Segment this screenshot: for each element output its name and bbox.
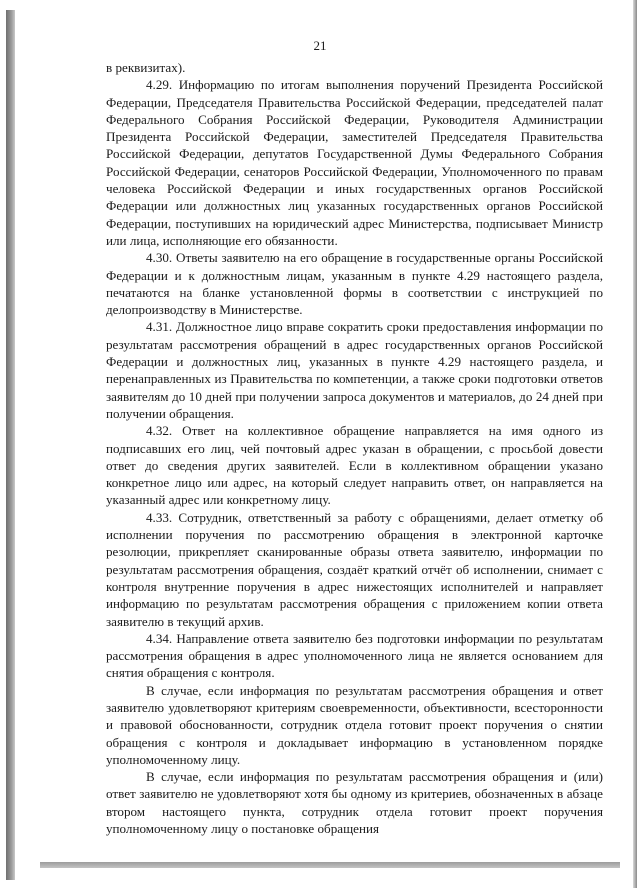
page-number: 21 — [313, 38, 327, 53]
scan-edge-bottom — [40, 862, 620, 868]
paragraph-4-29: 4.29. Информацию по итогам выполнения поручений Президента Российской Федерации, Председателя Правительства Российской Федерации, председателей палат Федерального Собрания Российской Федерации, Руководителя Администрации Президента Российской Федерации, заместителей Председателя Правительства Российской Федерации, депутатов Государственной Думы Федерального Собрания Российской Федерации, сенаторов Российской Федерации, Уполномоченного по правам человека Российской Федерации и иных государственных органов Российской Федерации или должностных лиц указанных государственных органов Российской Федерации, поступивших на юридический адрес Министерства, подписывает Министр или лица, исполняющие его обязанности. — [106, 77, 603, 248]
paragraph-4-34-case-2: В случае, если информация по результатам рассмотрения обращения и (или) ответ заявителю не удовлетворяют хотя бы одному из критериев, обозначенных в абзаце втором настоящего пункта, сотрудник отдела готовит проект поручения уполномоченному лицу о постановке обращения — [106, 769, 603, 837]
paragraph-4-34-case-1: В случае, если информация по результатам рассмотрения обращения и ответ заявителю удовлетворяют критериям своевременности, объективности, всесторонности и правовой обоснованности, сотрудник отдела готовит проект поручения о снятии обращения с контроля и докладывает информацию в установленном порядке уполномоченному лицу. — [106, 682, 603, 767]
scan-edge-right — [633, 0, 637, 888]
paragraph-continuation: в реквизитах). — [106, 60, 186, 75]
document-body — [106, 59, 603, 837]
paragraph-4-30: 4.30. Ответы заявителю на его обращение в государственные органы Российской Федерации и к должностным лицам, указанным в пункте 4.29 настоящего раздела, печатаются на бланке установленной формы в соответствии с инструкцией по делопроизводству в Министерстве. — [106, 250, 603, 318]
paragraph-4-33: 4.33. Сотрудник, ответственный за работу с обращениями, делает отметку об исполнении поручения по рассмотрению обращения в электронной карточке резолюции, прикрепляет сканированные образы ответа заявителю, информации по результатам рассмотрения обращения, создаёт краткий отчёт об исполнении, снимает с контроля внутренние поручения в адрес нижестоящих исполнителей и направляет информацию по результатам рассмотрения обращения с приложением копии ответа заявителю в текущий архив. — [106, 509, 603, 629]
paragraph-4-32: 4.32. Ответ на коллективное обращение направляется на имя одного из подписавших его лиц, чей почтовый адрес указан в обращении, с просьбой довести ответ до сведения других заявителей. Если в коллективном обращении указано конкретное лицо или адрес, на который следует направить ответ, он направляется на указанный адрес или конкретному лицу. — [106, 423, 603, 508]
scan-edge-left — [6, 10, 15, 880]
paragraph-4-34: 4.34. Направление ответа заявителю без подготовки информации по результатам рассмотрения обращения в адрес уполномоченного лица не является основанием для снятия обращения с контроля. — [106, 630, 603, 681]
paragraph-4-31: 4.31. Должностное лицо вправе сократить сроки предоставления информации по результатам рассмотрения обращений в адрес государственных органов Российской Федерации и должностных лиц, указанных в пункте 4.29 настоящего раздела, и перенаправленных из Правительства по компетенции, а также сроки подготовки ответов заявителям до 10 дней при получении запроса документов и материалов, до 24 дней при получении обращения. — [106, 319, 603, 421]
